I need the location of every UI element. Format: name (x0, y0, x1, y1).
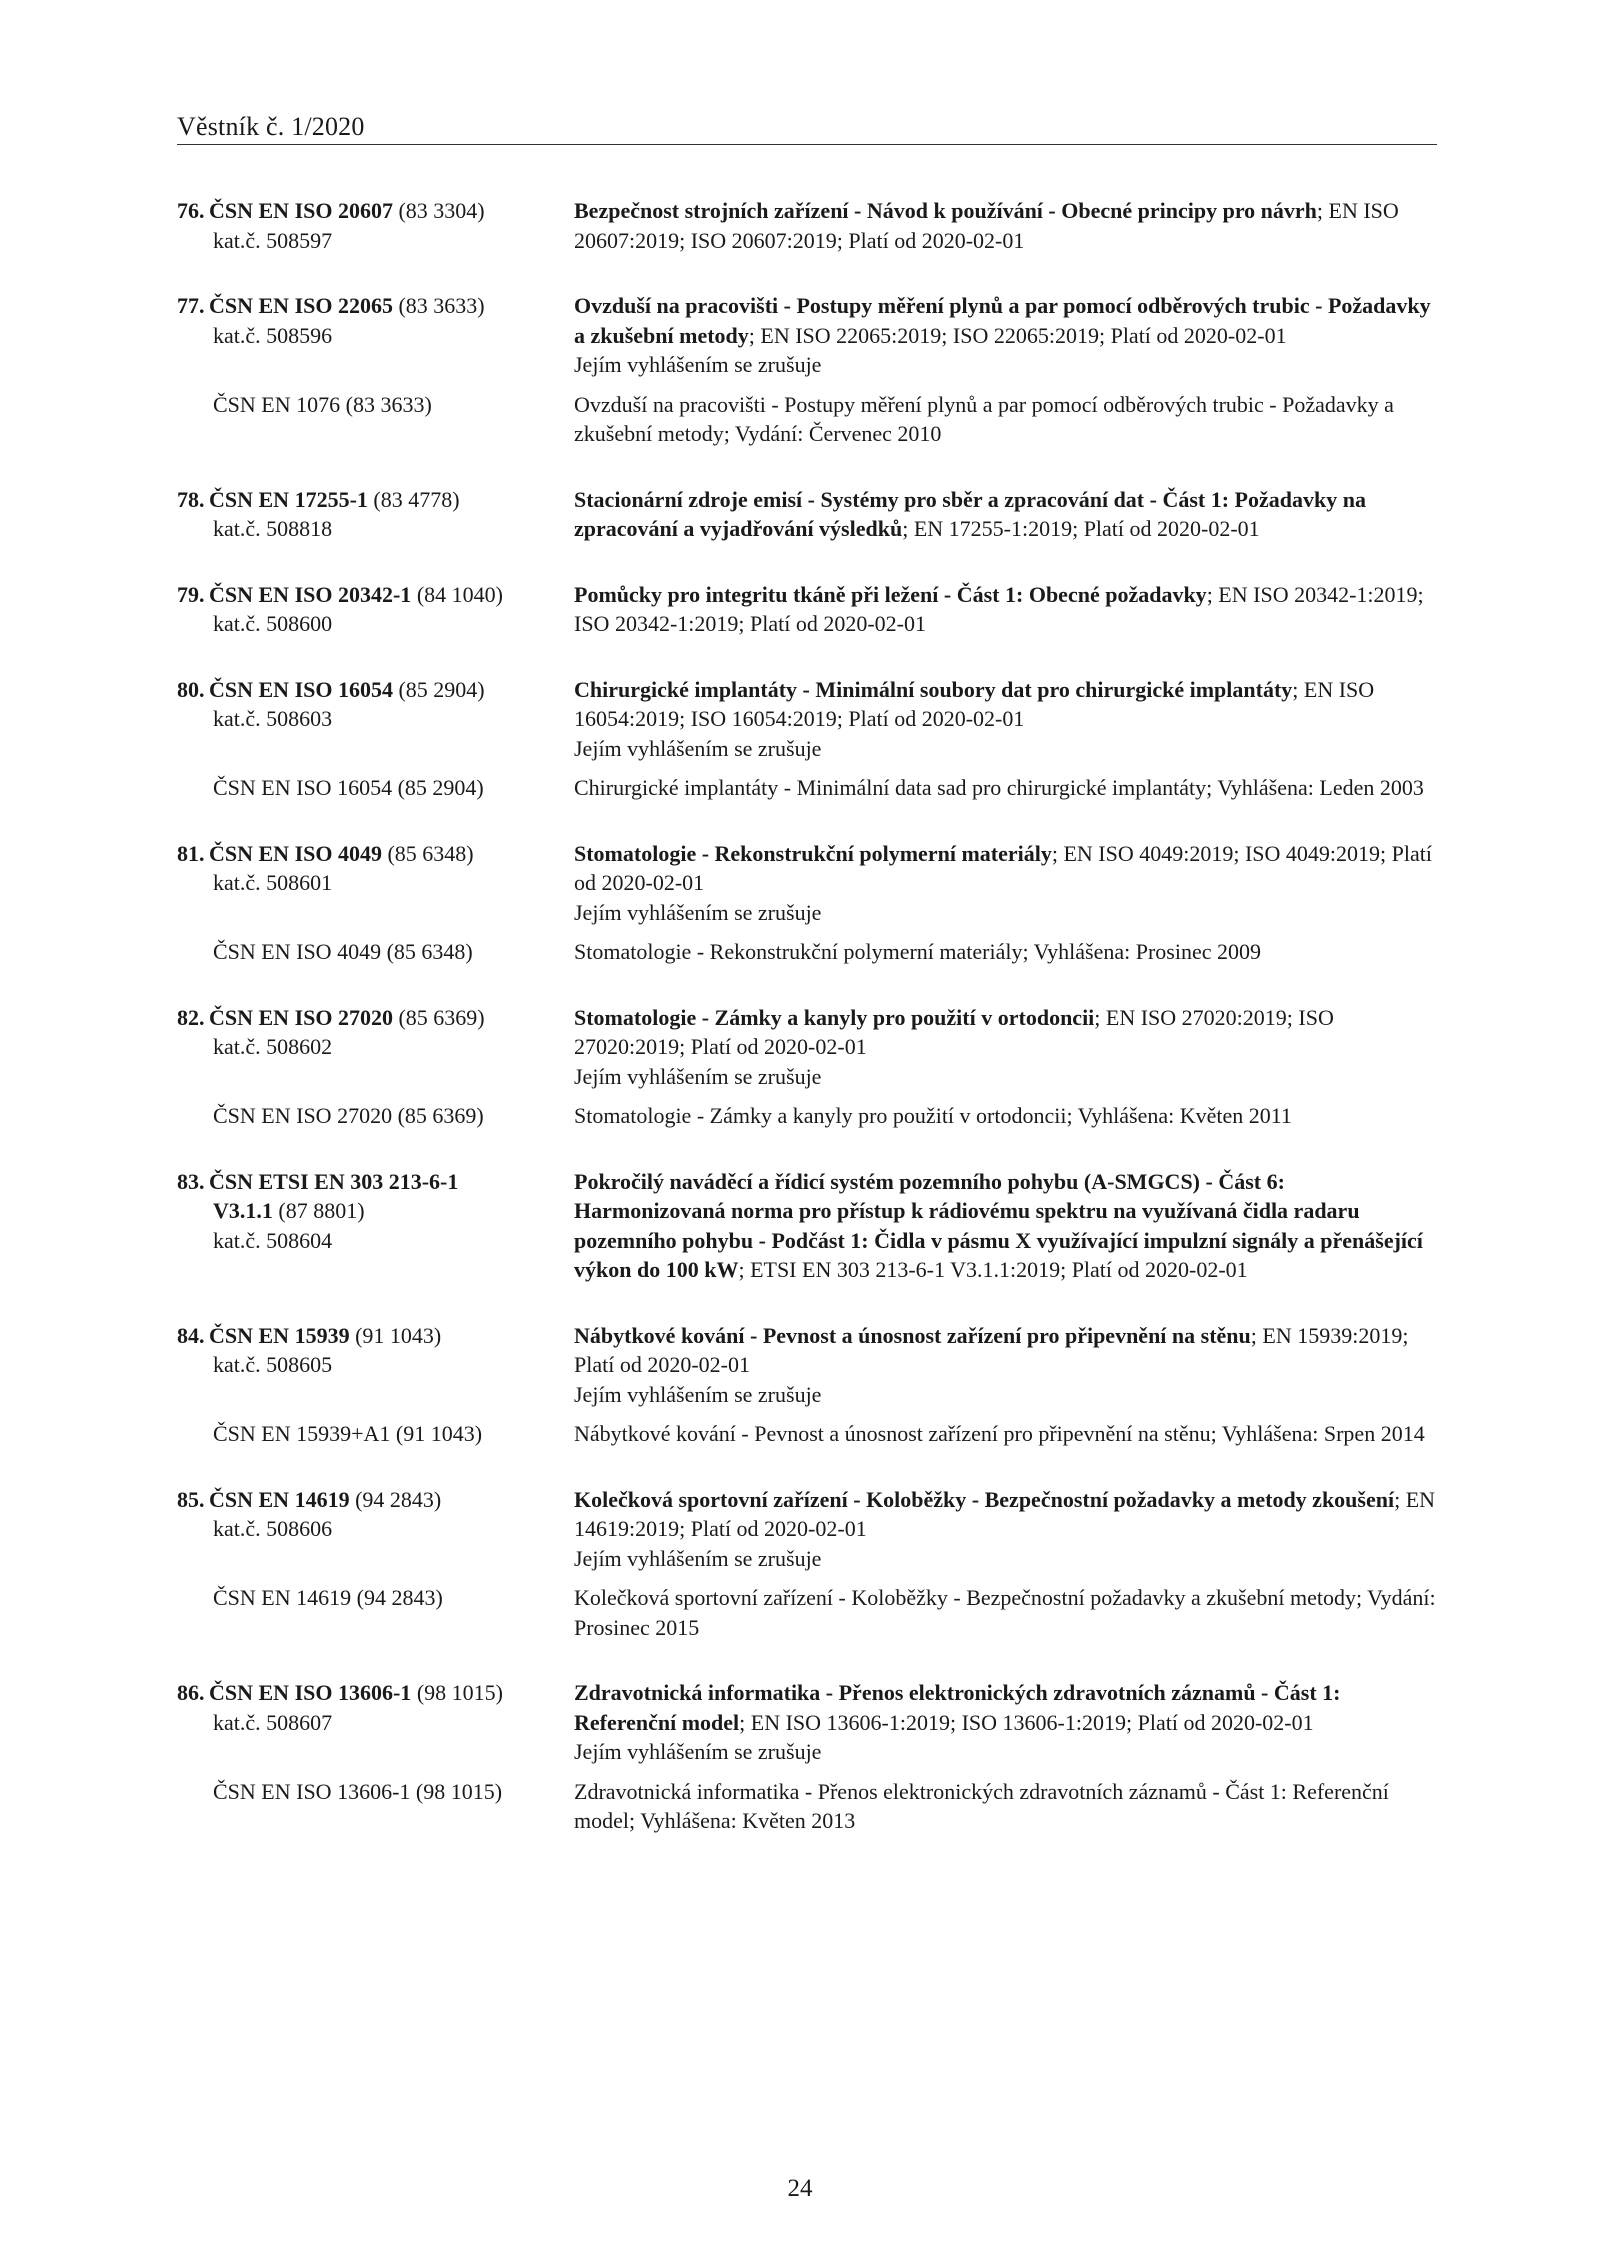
catalog-number: kat.č. 508603 (213, 706, 333, 731)
page-number: 24 (787, 2175, 813, 2202)
replaced-description: Nábytkové kování - Pevnost a únosnost zařízení pro připevnění na stěnu; Vyhlášena: Srpen 2014 (574, 1421, 1425, 1446)
catalog-number: kat.č. 508607 (213, 1709, 333, 1735)
standard-details: ; EN ISO 27020:2019; ISO 27020:2019; Platí od 2020-02-01 (574, 1004, 1334, 1059)
replaced-code: ČSN EN ISO 16054 (85 2904) (213, 775, 484, 800)
replaced-standard-row (177, 937, 1437, 967)
entry-main-row (177, 1003, 1437, 1092)
entry-number: 77. (177, 293, 205, 318)
entry-main-row (177, 1167, 1437, 1285)
cancellation-note: Jejím vyhlášením se zrušuje (574, 1381, 822, 1407)
standard-entry (177, 196, 1437, 255)
replaced-identifier (177, 1419, 574, 1449)
standard-class: (84 1040) (416, 581, 503, 607)
standard-title: Nábytkové kování - Pevnost a únosnost zařízení pro připevnění na stěnu (574, 1322, 1251, 1348)
catalog-number: kat.č. 508602 (213, 1034, 333, 1059)
entry-main-row (177, 196, 1437, 255)
standard-title: Ovzduší na pracovišti - Postupy měření plynů a par pomocí odběrových trubic - Požadavky a zkušební metody (574, 293, 1431, 348)
standard-code: ČSN EN ISO 20607 (209, 198, 393, 223)
standard-class: (85 6369) (398, 1004, 485, 1030)
catalog-number: kat.č. 508596 (213, 322, 333, 348)
replaced-standard-row (177, 1777, 1437, 1836)
replaced-identifier (177, 1101, 574, 1131)
replaced-identifier (177, 390, 574, 420)
entry-number: 79. (177, 581, 205, 607)
standard-class: (98 1015) (416, 1680, 503, 1705)
entry-description (574, 1678, 1437, 1767)
replaced-description: Kolečková sportovní zařízení - Koloběžky - Bezpečnostní požadavky a zkušební metody; Vydání: Prosinec 2015 (574, 1585, 1436, 1640)
standard-details: ; EN ISO 16054:2019; ISO 16054:2019; Platí od 2020-02-01 (574, 676, 1375, 731)
standard-entry (177, 1167, 1437, 1285)
entry-identifier (177, 1678, 574, 1737)
standard-entry (177, 291, 1437, 449)
entry-number: 81. (177, 840, 205, 866)
entry-identifier (177, 839, 574, 898)
cancellation-note: Jejím vyhlášením se zrušuje (574, 1063, 822, 1089)
standard-code: ČSN EN ISO 22065 (209, 293, 393, 318)
standard-entry (177, 675, 1437, 803)
standard-details: ; EN ISO 20342-1:2019; ISO 20342-1:2019; Platí od 2020-02-01 (574, 581, 1424, 636)
standard-code: ČSN EN ISO 16054 (209, 676, 393, 702)
replaced-standard-row (177, 773, 1437, 803)
standard-entry (177, 1003, 1437, 1131)
standard-code: ČSN EN 14619 (209, 1486, 350, 1512)
standard-code: ČSN EN ISO 27020 (209, 1004, 393, 1030)
standard-details: ; EN 14619:2019; Platí od 2020-02-01 (574, 1486, 1436, 1541)
standard-code: ČSN EN 17255-1 (209, 486, 368, 512)
standard-class: (85 6348) (387, 840, 474, 866)
standard-details: ; EN ISO 13606-1:2019; ISO 13606-1:2019; Platí od 2020-02-01 (739, 1709, 1314, 1735)
replaced-description: Zdravotnická informatika - Přenos elektronických zdravotních záznamů - Část 1: Referenční model; Vyhlášena: Květen 2013 (574, 1778, 1389, 1833)
entry-main-row (177, 1321, 1437, 1410)
replaced-standard-row (177, 390, 1437, 449)
entry-description (574, 196, 1437, 255)
standard-entry (177, 1678, 1437, 1836)
entry-main-row (177, 1678, 1437, 1767)
replaced-code: ČSN EN ISO 27020 (85 6369) (213, 1103, 484, 1128)
standard-class: (83 3633) (398, 293, 485, 318)
catalog-number: kat.č. 508818 (213, 516, 333, 541)
entry-number: 80. (177, 676, 205, 702)
entry-number: 85. (177, 1486, 205, 1512)
entry-identifier (177, 1485, 574, 1544)
entry-description (574, 839, 1437, 928)
standard-entry (177, 839, 1437, 967)
entry-identifier (177, 1167, 574, 1256)
cancellation-note: Jejím vyhlášením se zrušuje (574, 1739, 822, 1764)
standard-class: (83 4778) (373, 486, 460, 512)
entry-description (574, 580, 1437, 639)
running-header (177, 112, 1437, 145)
entry-main-row (177, 1485, 1437, 1574)
entry-main-row (177, 485, 1437, 544)
replaced-description: Stomatologie - Rekonstrukční polymerní materiály; Vyhlášena: Prosinec 2009 (574, 939, 1261, 964)
replaced-code: ČSN EN ISO 4049 (85 6348) (213, 939, 473, 964)
replaced-identifier (177, 1583, 574, 1613)
replaced-standard-row (177, 1583, 1437, 1642)
entry-number: 78. (177, 486, 205, 512)
entry-description (574, 1167, 1437, 1285)
replaced-code: ČSN EN 14619 (94 2843) (213, 1585, 443, 1610)
entry-identifier (177, 485, 574, 544)
replaced-code: ČSN EN ISO 13606-1 (98 1015) (213, 1778, 503, 1804)
standard-code: ČSN EN ISO 13606-1 (209, 1680, 412, 1705)
entry-main-row (177, 291, 1437, 380)
replaced-standard-row (177, 1101, 1437, 1131)
standard-entry (177, 580, 1437, 639)
entry-number: 83. (177, 1168, 205, 1194)
entry-description (574, 675, 1437, 764)
entry-main-row (177, 675, 1437, 764)
entry-description (574, 1003, 1437, 1092)
standard-title: Pokročilý naváděcí a řídicí systém pozemního pohybu (A-SMGCS) - Část 6: Harmonizovaná norma pro přístup k rádiovému spektru na využívaná čidla radaru pozemního pohybu - Podčást 1: Čidla v pásmu X využívající impulzní signály a přenášející výkon do 100 kW (574, 1168, 1423, 1282)
standard-class: (85 2904) (398, 676, 485, 702)
standard-entry (177, 1485, 1437, 1643)
catalog-number: kat.č. 508605 (213, 1352, 333, 1377)
replaced-identifier (177, 1777, 574, 1807)
entry-description (574, 485, 1437, 544)
standard-title: Pomůcky pro integritu tkáně při ležení - Část 1: Obecné požadavky (574, 581, 1207, 607)
standard-details: ; EN ISO 20607:2019; ISO 20607:2019; Platí od 2020-02-01 (574, 198, 1399, 253)
standard-entry (177, 1321, 1437, 1449)
standard-title: Bezpečnost strojních zařízení - Návod k používání - Obecné principy pro návrh (574, 198, 1317, 223)
cancellation-note: Jejím vyhlášením se zrušuje (574, 1545, 822, 1571)
entry-number: 86. (177, 1680, 205, 1705)
standard-class: (87 8801) (278, 1198, 365, 1223)
entry-identifier (177, 580, 574, 639)
standard-title: Stomatologie - Zámky a kanyly pro použití v ortodoncii (574, 1004, 1095, 1030)
replaced-identifier (177, 937, 574, 967)
standard-title: Kolečková sportovní zařízení - Koloběžky - Bezpečnostní požadavky a metody zkoušení (574, 1486, 1395, 1512)
standard-title: Stomatologie - Rekonstrukční polymerní materiály (574, 840, 1052, 866)
entry-description (574, 1321, 1437, 1410)
entry-description (574, 1485, 1437, 1574)
standard-code: ČSN EN 15939 (209, 1322, 350, 1348)
replaced-code: ČSN EN 1076 (83 3633) (213, 391, 432, 417)
catalog-number: kat.č. 508606 (213, 1516, 333, 1541)
cancellation-note: Jejím vyhlášením se zrušuje (574, 899, 822, 925)
catalog-number: kat.č. 508597 (213, 227, 333, 253)
standard-details: ; ETSI EN 303 213-6-1 V3.1.1:2019; Platí od 2020-02-01 (738, 1257, 1248, 1282)
standard-details: ; EN ISO 22065:2019; ISO 22065:2019; Platí od 2020-02-01 (748, 322, 1287, 348)
standard-details: ; EN ISO 4049:2019; ISO 4049:2019; Platí od 2020-02-01 (574, 840, 1432, 895)
entry-identifier (177, 1003, 574, 1062)
entry-number: 84. (177, 1322, 205, 1348)
standard-title: Chirurgické implantáty - Minimální soubory dat pro chirurgické implantáty (574, 676, 1293, 702)
standards-list (177, 196, 1437, 1872)
standard-entry (177, 485, 1437, 544)
bulletin-title: Věstník č. 1/2020 (177, 112, 365, 141)
entry-identifier (177, 291, 574, 350)
standard-details: ; EN 15939:2019; Platí od 2020-02-01 (574, 1322, 1409, 1377)
catalog-number: kat.č. 508600 (213, 611, 333, 636)
replaced-description: Stomatologie - Zámky a kanyly pro použití v ortodoncii; Vyhlášena: Květen 2011 (574, 1103, 1292, 1128)
entry-identifier (177, 1321, 574, 1380)
replaced-description: Chirurgické implantáty - Minimální data sad pro chirurgické implantáty; Vyhlášena: Leden 2003 (574, 775, 1424, 800)
replaced-standard-row (177, 1419, 1437, 1449)
standard-code-version: V3.1.1 (213, 1198, 273, 1223)
catalog-number: kat.č. 508604 (213, 1227, 333, 1253)
standard-code: ČSN EN ISO 20342-1 (209, 581, 412, 607)
entry-number: 76. (177, 198, 205, 223)
standard-code: ČSN ETSI EN 303 213-6-1 (209, 1168, 459, 1194)
entry-description (574, 291, 1437, 380)
cancellation-note: Jejím vyhlášením se zrušuje (574, 352, 822, 377)
replaced-identifier (177, 773, 574, 803)
entry-identifier (177, 196, 574, 255)
catalog-number: kat.č. 508601 (213, 870, 333, 895)
entry-identifier (177, 675, 574, 734)
cancellation-note: Jejím vyhlášením se zrušuje (574, 735, 822, 761)
standard-title: Stacionární zdroje emisí - Systémy pro sběr a zpracování dat - Část 1: Požadavky na zpracování a vyjadřování výsledků (574, 486, 1366, 541)
standard-title: Zdravotnická informatika - Přenos elektronických zdravotních záznamů - Část 1: Referenční model (574, 1680, 1341, 1735)
entry-main-row (177, 839, 1437, 928)
standard-class: (83 3304) (398, 198, 485, 223)
replaced-description: Ovzduší na pracovišti - Postupy měření plynů a par pomocí odběrových trubic - Požadavky a zkušební metody; Vydání: Červenec 2010 (574, 391, 1394, 446)
entry-number: 82. (177, 1004, 205, 1030)
entry-main-row (177, 580, 1437, 639)
standard-code: ČSN EN ISO 4049 (209, 840, 382, 866)
replaced-code: ČSN EN 15939+A1 (91 1043) (213, 1421, 483, 1446)
standard-details: ; EN 17255-1:2019; Platí od 2020-02-01 (902, 516, 1260, 541)
standard-class: (91 1043) (355, 1322, 442, 1348)
standard-class: (94 2843) (355, 1486, 442, 1512)
